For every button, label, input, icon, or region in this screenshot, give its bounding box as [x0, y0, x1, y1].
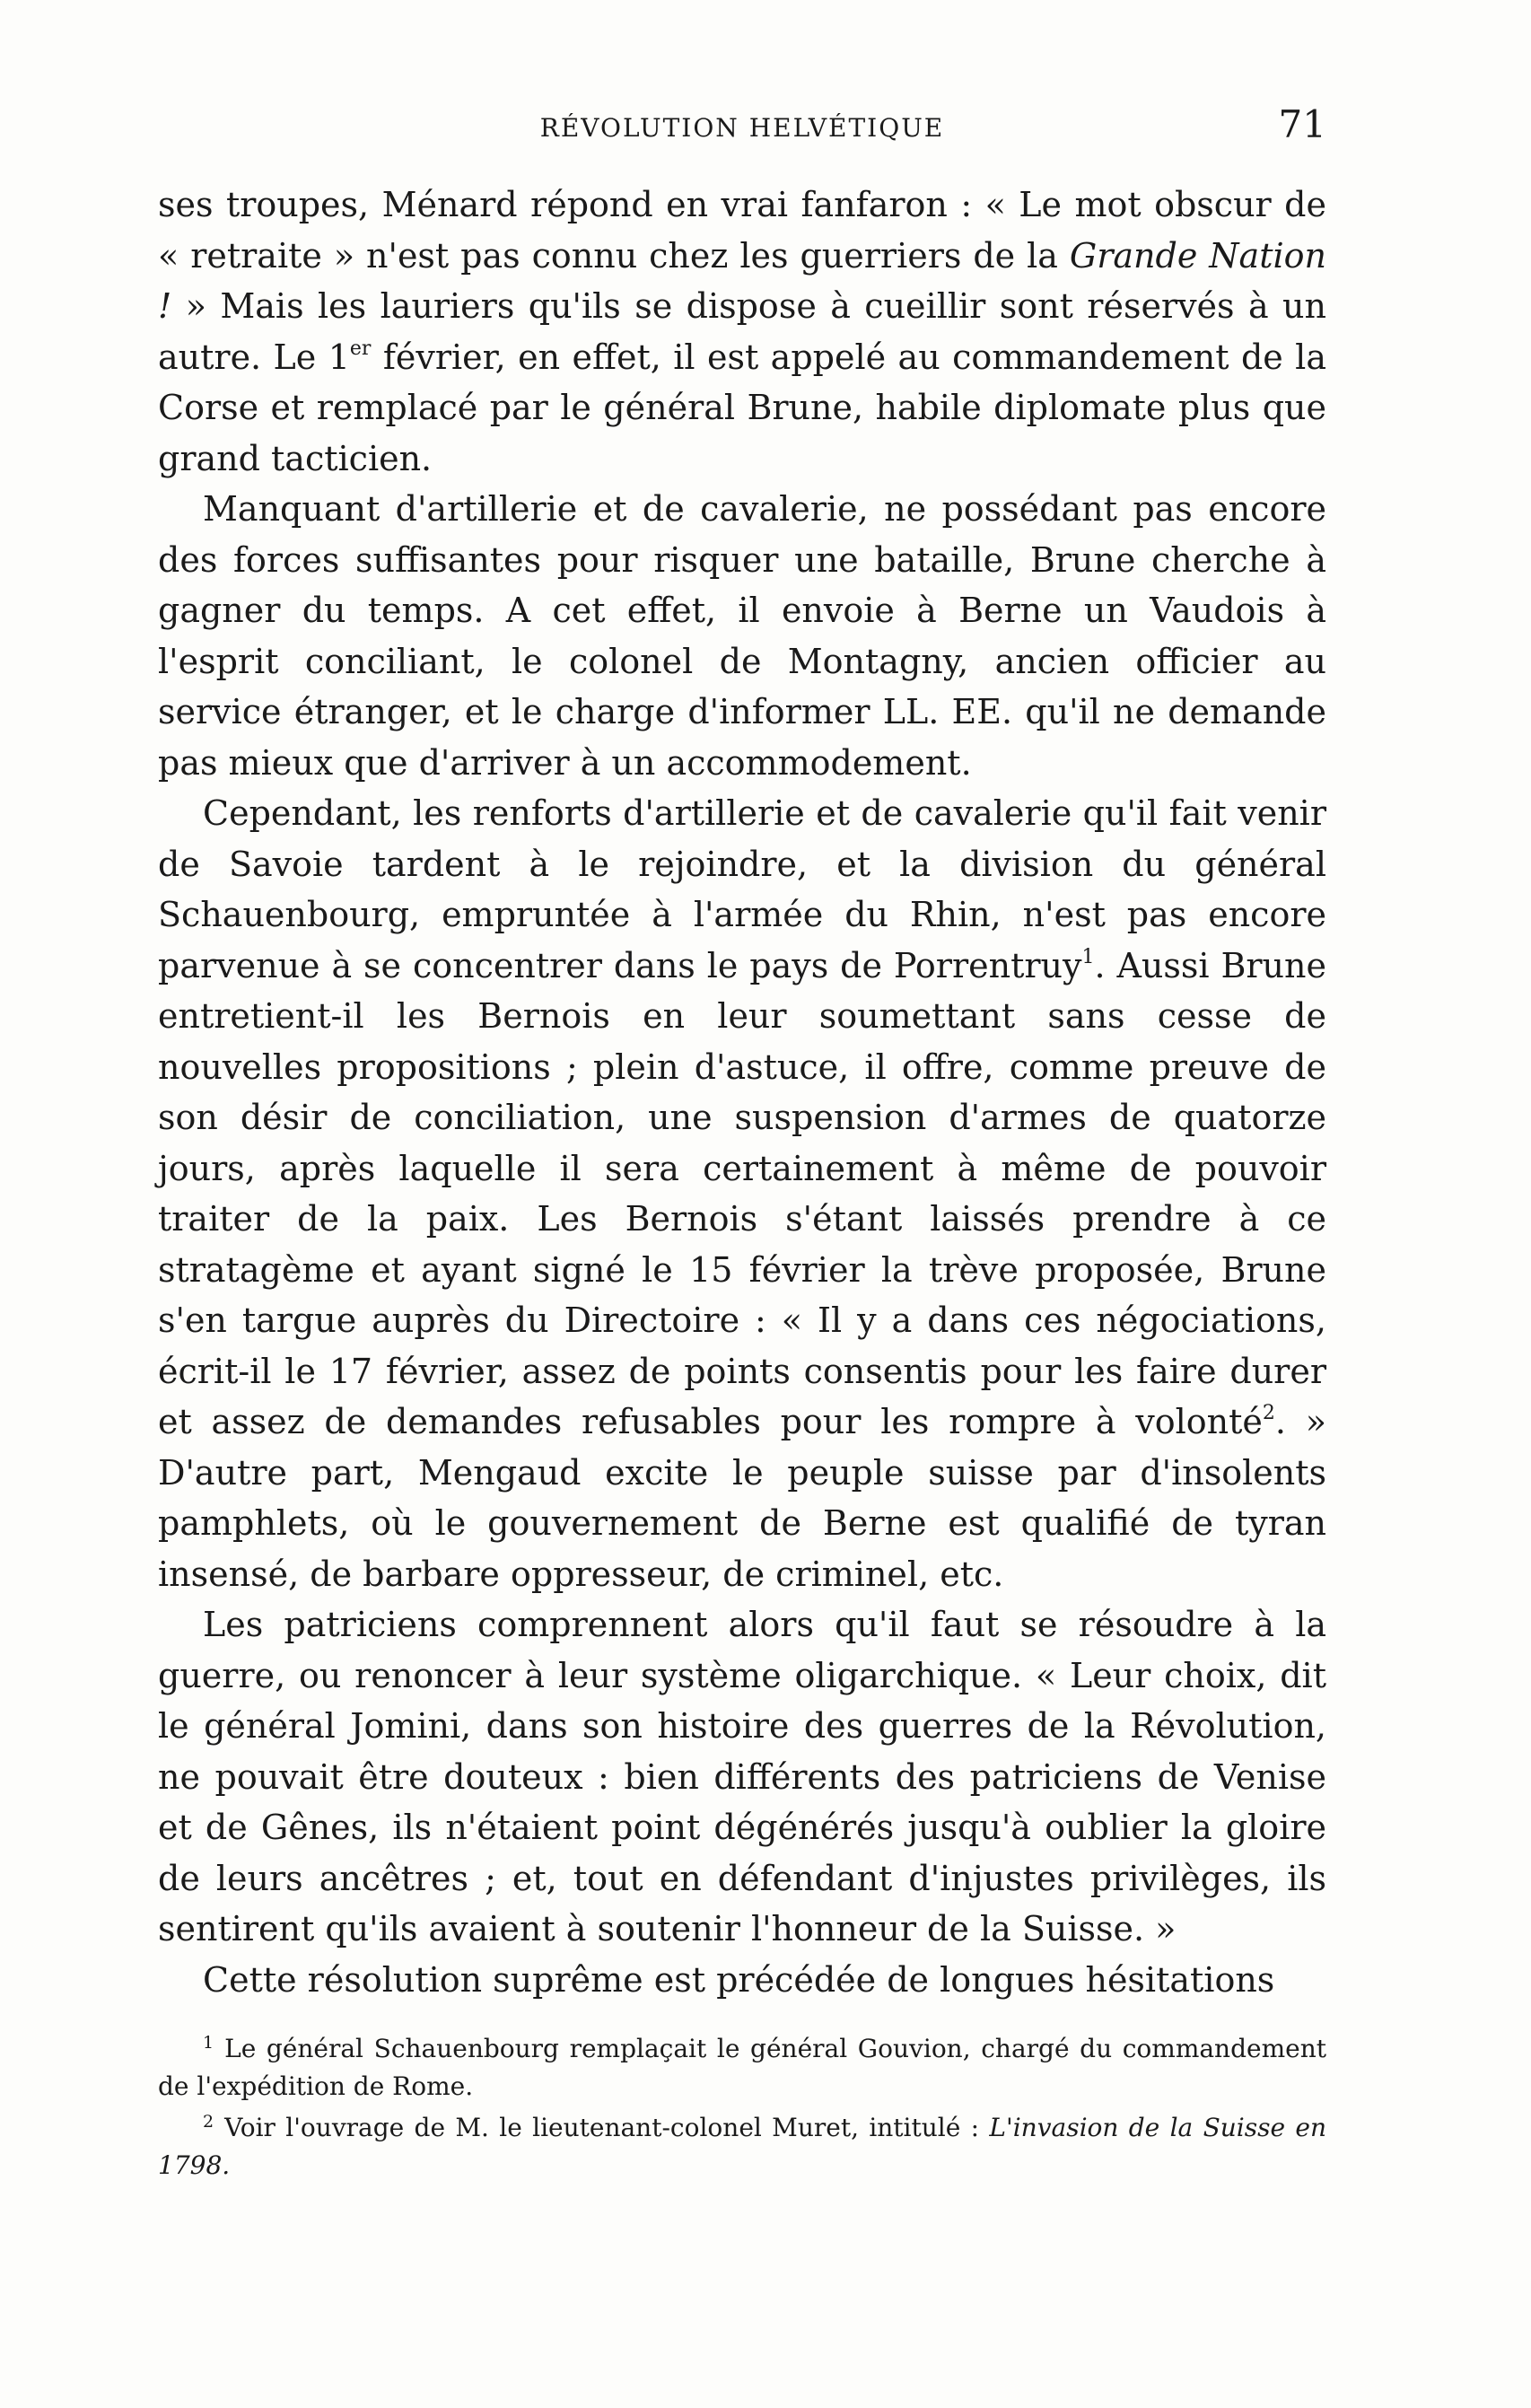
paragraph-1 — [158, 180, 1326, 484]
grande-nation-italic: Grande Nation ! — [158, 235, 1326, 326]
paragraph-3-part-b: . Aussi Brune entretient-il les Bernois en leur soumettant sans cesse de nouvelles propositions ; plein d'astuce, il offre, comme preuve de son désir de conciliation, une suspension d'armes de quatorze jours, après laquelle il sera certainement à même de pouvoir traiter de la paix. Les Bernois s'étant laissés prendre à ce stratagème et ayant signé le 15 février la trève proposée, Brune s'en targue auprès du Directoire : « Il y a dans ces négociations, écrit-il le 17 février, assez de points consentis pour les faire durer et assez de demandes refusables pour les rompre à volonté — [158, 945, 1326, 1441]
running-title: RÉVOLUTION HELVÉTIQUE — [539, 113, 945, 143]
footnote-1-text: Le général Schauenbourg remplaçait le général Gouvion, chargé du commandement de l'expédition de Rome. — [158, 2034, 1326, 2101]
page-number: 71 — [1278, 102, 1326, 146]
paragraph-5: Cette résolution suprême est précédée de longues hésitations — [203, 1959, 1275, 2000]
footnote-1 — [158, 2030, 1326, 2106]
footnote-2-mark: 2 — [203, 2111, 214, 2132]
paragraph-2: Manquant d'artillerie et de cavalerie, ne possédant pas encore des forces suffisantes pour risquer une bataille, Brune cherche à gagner du temps. A cet effet, il envoie à Berne un Vaudois à l'esprit conciliant, le colonel de Montagny, ancien officier au service étranger, et le charge d'informer LL. EE. qu'il ne demande pas mieux que d'arriver à un accommodement. — [158, 489, 1326, 783]
footnote-ref-1: 1 — [1081, 945, 1095, 968]
paragraph-4: Les patriciens comprennent alors qu'il faut se résoudre à la guerre, ou renoncer à leur système oligarchique. « Leur choix, dit le général Jomini, dans son histoire des guerres de la Révolution, ne pouvait être douteux : bien différents des patriciens de Venise et de Gênes, ils n'étaient point dégénérés jusqu'à oublier la gloire de leurs ancêtres ; et, tout en défendant d'injustes privilèges, ils sentirent qu'ils avaient à soutenir l'honneur de la Suisse. » — [158, 1605, 1326, 1948]
paragraph-1-part-a: ses troupes, Ménard répond en vrai fanfaron : « Le mot obscur de « retraite » n'est pas connu chez les guerriers de la — [158, 185, 1326, 276]
footnote-2 — [158, 2109, 1326, 2185]
paragraph-3-part-c: . » D'autre part, Mengaud excite le peuple suisse par d'insolents pamphlets, où le gouvernement de Berne est qualifié de tyran insensé, de barbare oppresseur, de criminel, etc. — [158, 1402, 1326, 1594]
paragraph-3 — [158, 788, 1326, 1599]
footnote-1-mark: 1 — [203, 2032, 214, 2053]
footnote-2-text: Voir l'ouvrage de M. le lieutenant-colonel Muret, intitulé : — [224, 2113, 990, 2142]
footnote-2-italic-title: L'invasion de la Suisse en 1798. — [158, 2113, 1326, 2180]
main-text — [158, 180, 1326, 2005]
footnotes — [158, 2030, 1326, 2188]
paragraph-1-part-c: » Mais les lauriers qu'ils se dispose à cueillir sont réservés à un autre. Le 1 — [158, 286, 1326, 377]
paragraph-3-part-a: Cependant, les renforts d'artillerie et de cavalerie qu'il fait venir de Savoie tardent à le rejoindre, et la division du général Schauenbourg, empruntée à l'armée du Rhin, n'est pas encore parvenue à se concentrer dans le pays de Porrentruy — [158, 793, 1326, 985]
footnote-ref-2: 2 — [1262, 1402, 1275, 1425]
running-header — [158, 102, 1326, 160]
paragraph-1-part-d: février, en effet, il est appelé au commandement de la Corse et remplacé par le général Brune, habile diplomate plus que grand tacticien. — [158, 337, 1326, 478]
ordinal-superscript: er — [349, 337, 372, 360]
